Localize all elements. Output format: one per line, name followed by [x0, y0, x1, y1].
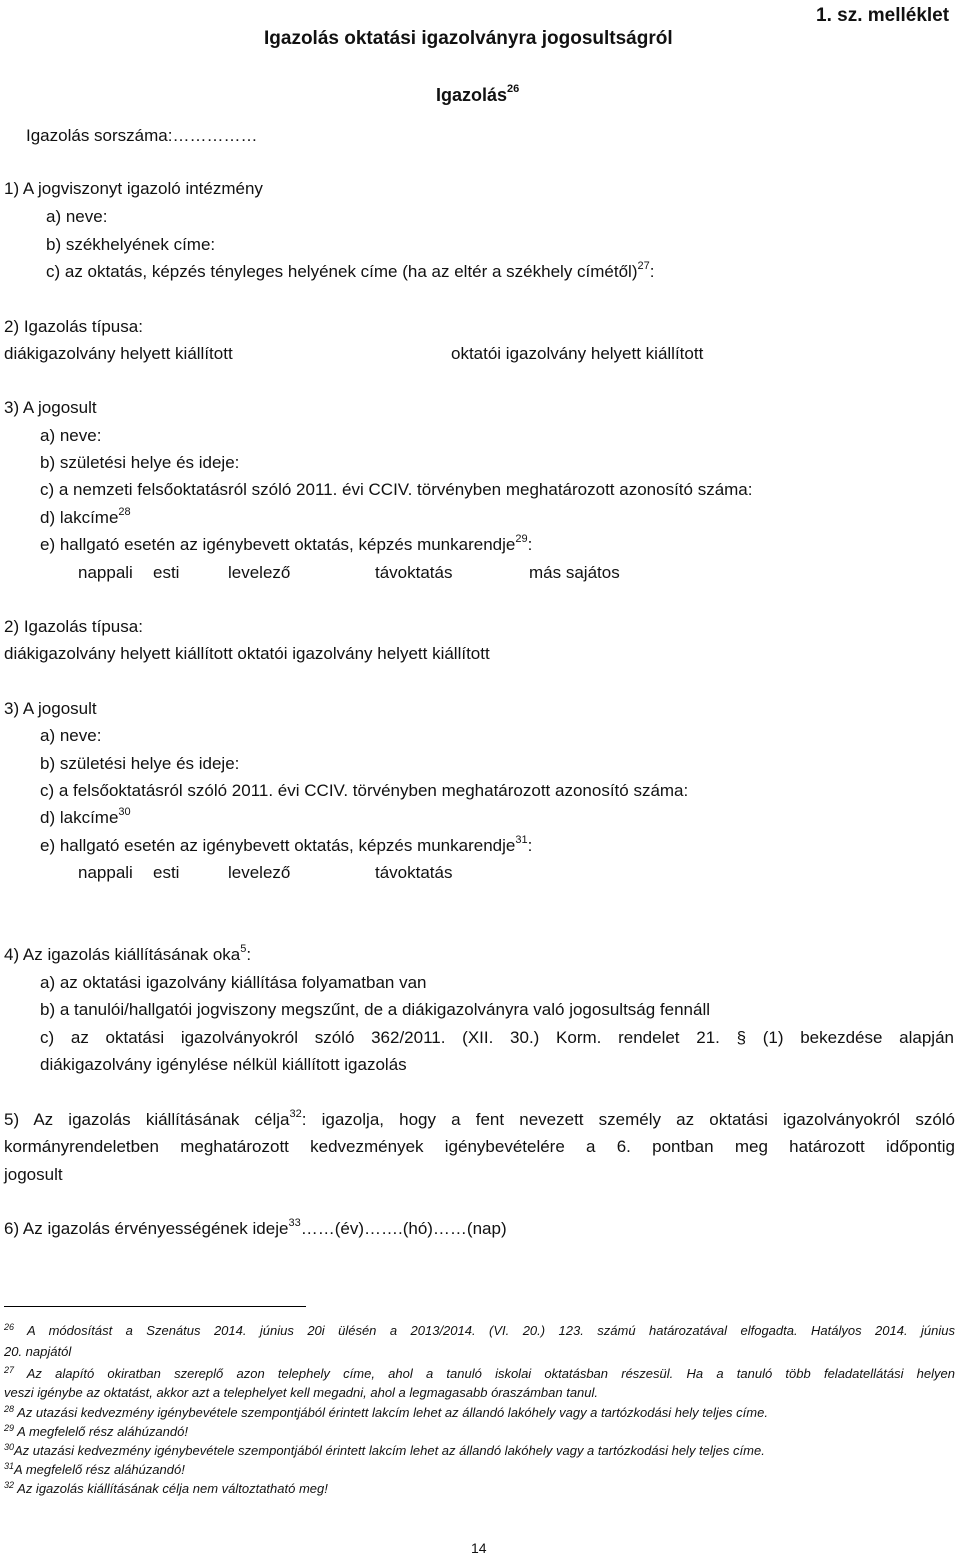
type-option-student: diákigazolvány helyett kiállított [4, 344, 233, 363]
subtitle: Igazolás$^{26}$ [436, 83, 520, 105]
institution-name-field: a) neve: [46, 207, 108, 226]
footnote-26-line2: 20. napjától [4, 1344, 72, 1359]
footnote-32: $^{32}$ Az igazolás kiállításának célja nem változtatható meg! [4, 1480, 328, 1496]
reason-b: b) a tanulói/hallgatói jogviszony megszűnt, de a diákigazolványra való jogosultság fennáll [40, 1000, 711, 1019]
footnote-separator [4, 1306, 306, 1307]
section1-heading: 1) A jogviszonyt igazoló intézmény [4, 179, 263, 198]
reason-a: a) az oktatási igazolvány kiállítása folyamatban van [40, 973, 427, 992]
mode-levelezo: levelező [228, 563, 291, 582]
holder-heading: 3) A jogosult [4, 398, 97, 417]
holder-id-field: c) a nemzeti felsőoktatásról szóló 2011. évi CCIV. törvényben meghatározott azonosító száma: [40, 480, 753, 499]
holder-name-field: a) neve: [40, 426, 102, 445]
footnote-30: $^{30}$Az utazási kedvezmény igénybevétele szempontjából érintett lakcím lehet az állandó lakóhely vagy a tartózkodási hely teljes címe. [4, 1442, 765, 1458]
holder-address-field: d) lakcíme$^{28}$ [40, 506, 131, 527]
reason-heading: 4) Az igazolás kiállításának oka$^5$: [4, 943, 252, 964]
holder-heading-2: 3) A jogosult [4, 699, 97, 718]
footnote-31: $^{31}$A megfelelő rész aláhúzandó! [4, 1461, 185, 1477]
institution-seat-field: b) székhelyének címe: [46, 235, 216, 254]
footnote-27-line2: veszi igénybe az oktatást, akkor azt a telephelyet kell megadni, ahol a legmagasabb óraszámban tanul. [4, 1385, 599, 1400]
study-mode-field: e) hallgató esetén az igénybevett oktatás, képzés munkarendje$^{29}$: [40, 533, 533, 554]
validity-field: 6) Az igazolás érvényességének ideje$^{33}$……(év)…….(hó)……(nap) [4, 1217, 507, 1238]
mode-esti-2: esti [153, 863, 180, 882]
annex-label: 1. sz. melléklet [816, 5, 950, 26]
reason-c-line1: c) az oktatási igazolványokról szóló 362/2011. (XII. 30.) Korm. rendelet 21. § (1) bekezdése alapján [40, 1028, 954, 1047]
type-options-2: diákigazolvány helyett kiállított oktatói igazolvány helyett kiállított [4, 644, 490, 663]
holder-name-field-2: a) neve: [40, 726, 102, 745]
mode-tavoktatas: távoktatás [375, 563, 453, 582]
footnote-29: $^{29}$ A megfelelő rész aláhúzandó! [4, 1423, 188, 1439]
purpose-line1: 5) Az igazolás kiállításának célja$^{32}$: igazolja, hogy a fent nevezett személy az oktatási igazolványokról szóló [4, 1108, 956, 1129]
certificate-type-heading-2: 2) Igazolás típusa: [4, 617, 143, 636]
purpose-line2: kormányrendeletben meghatározott kedvezmények igénybevételére a 6. pontban meg határozott időpontig [4, 1137, 955, 1156]
mode-nappali-2: nappali [78, 863, 133, 882]
holder-birth-field: b) születési helye és ideje: [40, 453, 240, 472]
education-place-field: c) az oktatás, képzés tényleges helyének címe (ha az eltér a székhely címétől)$^{27}$: [46, 260, 655, 281]
footnote-27-line1: $^{27}$ Az alapító okiratban szereplő azon telephely címe, ahol a tanuló iskolai oktatásban részesül. Ha a tanuló több feladatellátási helyen [4, 1365, 955, 1381]
study-mode-field-2: e) hallgató esetén az igénybevett oktatás, képzés munkarendje$^{31}$: [40, 834, 533, 855]
footnote-26-line1: $^{26}$ A módosítást a Szenátus 2014. június 20i ülésén a 2013/2014. (VI. 20.) 123. számú határozatával elfogadta. Hatályos 2014. június [4, 1322, 955, 1338]
holder-id-field-2: c) a felsőoktatásról szóló 2011. évi CCIV. törvényben meghatározott azonosító száma: [40, 781, 689, 800]
mode-nappali: nappali [78, 563, 133, 582]
mode-levelezo-2: levelező [228, 863, 291, 882]
holder-address-field-2: d) lakcíme$^{30}$ [40, 806, 131, 827]
serial-number-field: Igazolás sorszáma:…………… [26, 126, 258, 145]
footnote-28: $^{28}$ Az utazási kedvezmény igénybevétele szempontjából érintett lakcím lehet az állandó lakóhely vagy a tartózkodási hely teljes címe. [4, 1404, 768, 1420]
reason-c-line2: diákigazolvány igénylése nélkül kiállított igazolás [40, 1055, 407, 1074]
mode-esti: esti [153, 563, 180, 582]
purpose-line3: jogosult [4, 1165, 63, 1184]
certificate-type-heading: 2) Igazolás típusa: [4, 317, 143, 336]
type-option-teacher: oktatói igazolvány helyett kiállított [451, 344, 704, 363]
mode-mas-sajatos: más sajátos [529, 563, 620, 582]
holder-birth-field-2: b) születési helye és ideje: [40, 754, 240, 773]
mode-tavoktatas-2: távoktatás [375, 863, 453, 882]
document-title: Igazolás oktatási igazolványra jogosultságról [264, 28, 673, 49]
page-number: 14 [471, 1540, 487, 1556]
